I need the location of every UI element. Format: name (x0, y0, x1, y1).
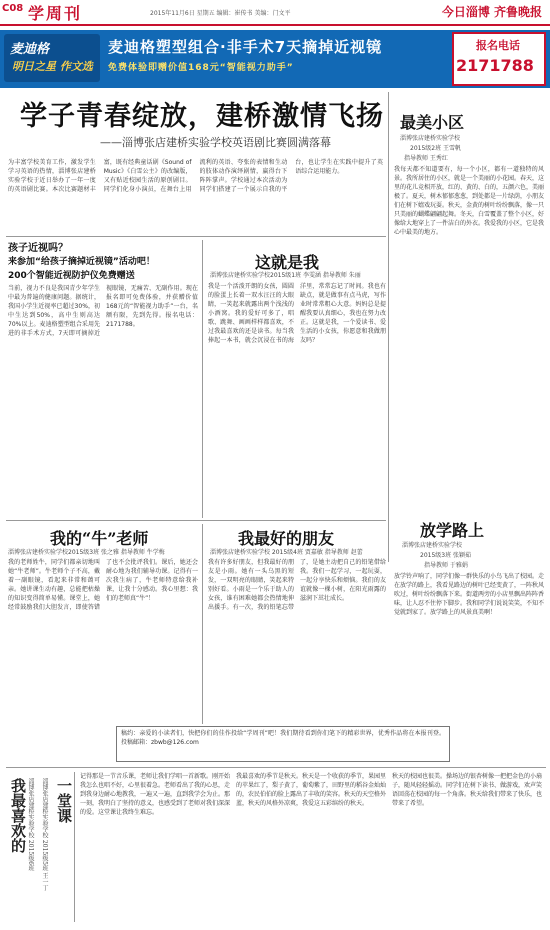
section-divider (6, 767, 546, 768)
friend-story-body: 我有许多好朋友，但我最好的朋友是小雨。她有一头乌黑的短发，一双明亮的眼睛，笑起来特别好看。小雨是一个乐于助人的女孩，谁有困难她都会热情地伸出援手。有一次，我的铅笔忘带了，是她主动把自己的铅笔借给我。我们一起学习，一起玩耍，一起分享快乐和烦恼。我们的友谊就像一棵小树，在阳光雨露的滋润下茁壮成长。 (208, 559, 386, 611)
page-number: C08 (2, 3, 24, 14)
submission-notice (116, 726, 450, 762)
right-article-title: 最美小区 (400, 113, 465, 132)
lead-headline: 学子青春绽放，建桥激情飞扬 (20, 101, 384, 132)
teacher-story-byline: 淄博张店建桥实验学校2015级3班 张之雅 指导教师 牛学梅 (8, 549, 165, 556)
column-divider (202, 524, 203, 724)
myopia-heading-1: 孩子近视吗？ (8, 243, 68, 254)
after-school-author: 2015级3班 张颖茹 (420, 552, 471, 559)
favorite-byline: 淄博张店建桥实验学校 2015级6班 (27, 778, 34, 871)
after-school-body: 放学铃声响了，同学们像一群快乐的小鸟飞出了校园。走在放学的路上，我看见路边的树叶已经变黄了，一阵秋风吹过，树叶纷纷飘落下来。街道两旁的小店里飘出阵阵香味，让人忍不住停下脚步。我和同学们说说笑笑，不知不觉就到家了。放学路上的风景真美啊！ (394, 573, 544, 616)
this-is-me-title: 这就是我 (255, 253, 320, 272)
section-title: 学周刊 (28, 4, 83, 23)
after-school-teacher: 指导教师 于雅娟 (424, 562, 468, 569)
right-article-teacher: 指导教师 王秀红 (404, 155, 448, 162)
myopia-heading-3: 200个智能近视防护仪免费赠送 (8, 271, 135, 281)
ad-logo-sub: 明日之星 作文选 (12, 60, 93, 73)
right-article-author: 2015级2班 王雪帆 (410, 145, 461, 152)
favorite-body: 我最喜欢的季节是秋天。秋天是一个收获的季节，果园里的苹果红了，梨子黄了，葡萄紫了，田野里的稻谷金灿灿的，农民伯伯的脸上露出了丰收的笑容。秋天的天空格外蓝，秋天的风格外凉爽，我爱这五彩缤纷的秋天。 (236, 773, 386, 807)
ad-logo-main: 麦迪格 (10, 42, 50, 57)
teacher-story-body: 我的老师姓牛，同学们都亲切地叫她“牛老师”。牛老师个子不高，戴着一副眼镜，看起来非常和蔼可亲。她讲课生动有趣，总能把枯燥的知识变得简单易懂。课堂上，她经常鼓励我们大胆发言，即使答错了也不会批评我们。课后，她还会耐心地为我们辅导功课。记得有一次我生病了，牛老师特意给我补课，让我十分感动。我心里想：我们的老师真“牛”！ (8, 559, 198, 611)
myopia-body: 当前，视力不良是我国青少年学生中最为普遍的健康问题。据统计，我国小学生近视率已超过30%，初中生达到50%，高中生则高达70%以上。麦迪格塑型组合采用先进的非手术方式，7天即可摘掉近视眼镜，无痛苦、无副作用。现在报名即可免费体验，并获赠价值168元的“智能视力助手”一台，名额有限，先到先得。报名电话：2171788。 (8, 285, 198, 337)
after-school-school: 淄博张店建桥实验学校 (402, 542, 463, 549)
section-divider (6, 520, 386, 521)
friend-story-title: 我最好的朋友 (238, 529, 335, 548)
section-divider (6, 236, 386, 237)
ad-subtitle: 免费体验即赠价值168元“智能视力助手” (108, 63, 294, 73)
friend-story-byline: 淄博张店建桥实验学校 2015级4班 贾嘉敏 指导教师 赵蕾 (210, 549, 363, 556)
lesson-byline: 淄博张店建桥实验学校 2015级5班 王一丁 (41, 778, 48, 891)
column-divider (74, 772, 75, 922)
lesson-title: 一堂课 (55, 778, 73, 823)
right-article-body: 我每天都不知道要有，每一个小区，都有一道独特的风景。我所居住的小区，就是一个美丽的小花园。春天，这里的花儿竞相开放，红的、黄的、白的，五颜六色，美丽极了。夏天，树木郁郁葱葱，到处都是一片绿荫，小朋友们在树下嬉戏玩耍。秋天，金黄的树叶纷纷飘落，像一只只美丽的蝴蝶翩翩起舞。冬天，白雪覆盖了整个小区，好像给大地穿上了一件洁白的外衣。我爱我的小区，它是我心中最美的地方。 (394, 166, 544, 236)
favorite-body-continued: 秋天的校园也很美。操场边的银杏树像一把把金色的小扇子，随风轻轻摇动。同学们在树下读书、做游戏，欢声笑语回荡在校园的每一个角落。秋天给我们带来了快乐，也带来了希望。 (392, 773, 542, 807)
submission-notice-text: 稿约：亲爱的小读者们，快把你们的佳作投给“学周刊”吧！我们期待看到你们笔下的精彩世界，优秀作品将在本报刊登。投稿邮箱：zbwb@126.com (121, 730, 445, 746)
lesson-body: 记得那是一节音乐课，老师让我们学唱一首新歌。刚开始我怎么也唱不好，心里很着急。老师看出了我的心思，走到我身边耐心地教我，一遍又一遍，直到我学会为止。那一刻，我明白了坚持的意义，也感受到了老师对我们深深的爱。这堂课让我终生难忘。 (80, 773, 230, 816)
lead-body: 为丰富学校美育工作，激发学生学习英语的热情，淄博张店建桥实验学校于近日举办了一年一度的英语剧比赛。本次比赛题材丰富，既有经典童话剧《Sound of Music》《白雪公主》的改编版，又有贴近校园生活的原创剧目。同学们化身小演员，在舞台上用流利的英语、夸张的表情和生动的肢体动作演绎剧情，赢得台下阵阵掌声。学校通过本次活动为同学们搭建了一个展示自我的平台，也让学生在实践中提升了英语综合运用能力。 (8, 159, 383, 193)
ad-contact-label: 报名电话 (476, 39, 520, 52)
ad-title: 麦迪格塑型组合·非手术7天摘掉近视镜 (108, 38, 383, 56)
favorite-title: 我最喜欢的 (9, 778, 27, 853)
after-school-title: 放学路上 (420, 521, 485, 540)
this-is-me-byline: 淄博张店建桥实验学校2015级1班 李雯涵 指导教师 朱丽 (210, 272, 361, 279)
column-divider (388, 92, 389, 562)
myopia-heading-2: 来参加“给孩子摘掉近视镜”活动吧！ (8, 257, 155, 267)
newspaper-brand: 今日淄博 齐鲁晚报 (441, 5, 542, 19)
lead-subhead: ——淄博张店建桥实验学校英语剧比赛圆满落幕 (100, 136, 331, 149)
teacher-story-title: 我的“牛”老师 (50, 529, 149, 548)
right-article-school: 淄博张店建桥实验学校 (400, 135, 461, 142)
column-divider (202, 240, 203, 518)
this-is-me-body: 我是一个活泼开朗的女孩，圆圆的脸蛋上长着一双水汪汪的大眼睛，一笑起来就露出两个浅浅的小酒窝。我的爱好可多了，唱歌、跳舞、画画样样都喜欢，不过我最喜欢的还是读书。每当我捧起一本书，就会沉浸在书的海洋里，常常忘记了时间。我也有缺点，就是做事有点马虎，写作业时常常粗心大意。妈妈总是提醒我要认真细心，我也在努力改正。这就是我，一个爱读书、爱生活的小女孩，你愿意和我做朋友吗？ (208, 283, 386, 344)
issue-meta: 2015年11月6日 星期五 编辑：崔传书 美编：门文平 (150, 10, 291, 17)
ad-phone: 2171788 (456, 56, 534, 75)
